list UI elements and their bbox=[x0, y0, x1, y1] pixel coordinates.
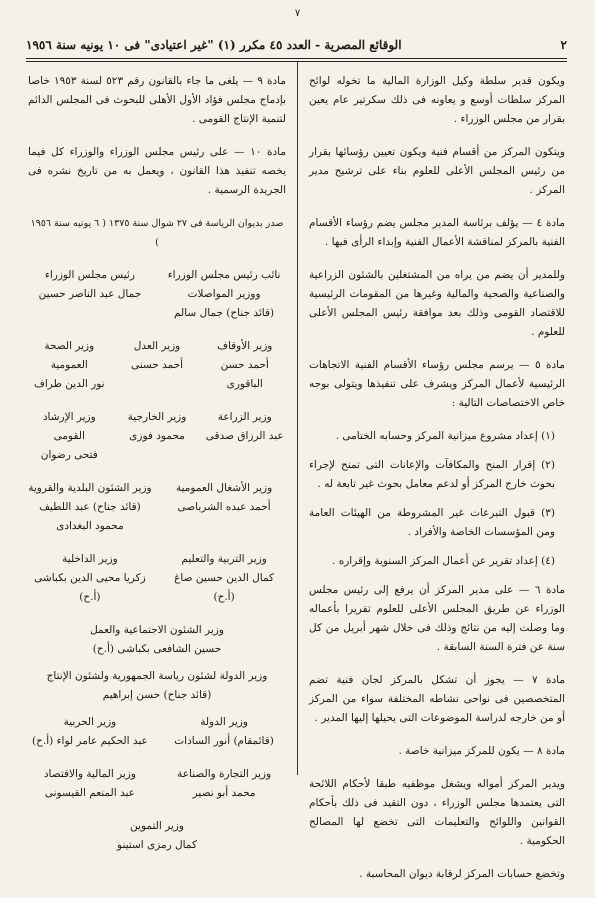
signature-row bbox=[28, 337, 286, 394]
signature-block bbox=[28, 713, 286, 751]
signature bbox=[116, 337, 199, 394]
paragraph: وللمدير أن يضم من يراه من المشتغلين بالشئون الزراعية والصناعية والصحية والمالية وغيرها من المقومات الرئيسية للاقتصاد القومى وذلك بعد موافقة رئيس المجلس الأعلى للعلوم . bbox=[309, 269, 565, 338]
signature-block bbox=[28, 479, 286, 536]
list-item: (٣) قبول التبرعات غير المشروطة من الهيئات العامة ومن المؤسسات الخاصة والأفراد . bbox=[309, 507, 555, 538]
column-divider bbox=[297, 62, 298, 775]
signature bbox=[203, 337, 286, 394]
signature bbox=[28, 337, 111, 394]
signature bbox=[162, 266, 286, 323]
signature-row bbox=[28, 479, 286, 536]
signature-name: كمال الدين حسين صاغ (أ.ح) bbox=[174, 572, 275, 603]
signature-title: وزير الصحة العمومية bbox=[44, 340, 95, 371]
signature-title: وزير الشئون البلدية والقروية bbox=[28, 482, 152, 494]
signature-block bbox=[28, 337, 286, 394]
signature bbox=[28, 408, 111, 465]
signature-title: وزير الزراعة bbox=[217, 411, 272, 423]
signature-name: محمد أبو نصير bbox=[192, 787, 256, 799]
signature-block bbox=[28, 408, 286, 465]
signature-name: كمال رمزى استينو bbox=[117, 839, 197, 851]
signature bbox=[28, 621, 286, 659]
signature-title: وزير الإرشاد القومى bbox=[42, 411, 96, 442]
signature bbox=[162, 550, 286, 607]
paragraph: ويكون قدير سلطة وكيل الوزارة المالية ما تخوله لوائح المركز سلطات أوسع و يعاونه فى ذلك سكرتير عام يعين بقرار من مجلس الوزراء . bbox=[309, 75, 565, 125]
article-4: مادة ٤ — يؤلف برئاسة المدير مجلس يضم رؤساء الأقسام الفنية بالمركز لمناقشة الأعمال الفنية وإبداء الرأى فيها . bbox=[309, 217, 565, 248]
signature bbox=[28, 550, 152, 607]
signature-title: وزير الشئون الاجتماعية والعمل bbox=[90, 624, 224, 636]
signature bbox=[28, 479, 152, 536]
signature bbox=[28, 266, 152, 323]
signature bbox=[28, 765, 152, 803]
article-10: مادة ١٠ — على رئيس مجلس الوزراء والوزراء كل فيما يخصه تنفيذ هذا القانون ، ويعمل به من تاريخ نشره فى الجريدة الرسمية . bbox=[28, 146, 287, 196]
signature-block bbox=[28, 765, 286, 803]
signature-name: جمال عبد الناصر حسين bbox=[38, 288, 142, 300]
top-mark: ٧ bbox=[294, 8, 301, 19]
signature-name: أحمد عبده الشرباصى bbox=[177, 501, 271, 513]
signature-name: (قائد جناح) جمال سالم bbox=[174, 307, 275, 319]
page-header bbox=[26, 34, 567, 56]
signature bbox=[28, 817, 286, 855]
signature bbox=[162, 479, 286, 536]
left-column bbox=[28, 72, 286, 863]
signature bbox=[162, 713, 286, 751]
signature-title: رئيس مجلس الوزراء bbox=[44, 269, 135, 281]
signature-row bbox=[28, 765, 286, 803]
signature-block bbox=[28, 550, 286, 607]
signature-title: وزير المالية والاقتصاد bbox=[43, 768, 136, 780]
signature-name: زكريا محيى الدين بكباشى (أ.ح) bbox=[34, 572, 146, 603]
signature-name: نور الدين طراف bbox=[33, 378, 105, 390]
signature-title: وزير التربية والتعليم bbox=[181, 553, 267, 565]
paragraph: ويتكون المركز من أقسام فنية ويكون تعيين رؤسائها بقرار من رئيس المجلس الأعلى للعلوم بناء على ترشيح مدير المركز . bbox=[309, 146, 565, 196]
list-item: (٤) إعداد تقرير عن أعمال المركز السنوية وإقراره . bbox=[332, 555, 555, 567]
signature-row bbox=[28, 550, 286, 607]
signature-name: (قائمقام) أنور السادات bbox=[174, 735, 274, 747]
paragraph: وتخضع حسابات المركز لرقابة ديوان المحاسبة . bbox=[359, 868, 565, 880]
signature-row bbox=[28, 408, 286, 465]
signature-name: أحمد حسنى bbox=[130, 359, 184, 371]
signature bbox=[28, 713, 152, 751]
list-item: (٢) إقرار المنح والمكافآت والإعانات التى تمنح لإجراء بحوث خارج المركز أو لدعم معامل بحوث غير تابعة له . bbox=[309, 459, 555, 490]
article-5: مادة ٥ — يرسم مجلس رؤساء الأقسام الفنية الاتجاهات الرئيسية لأعمال المركز ويشرف على تنفيذها ويتولى بوجه خاص الاختصاصات التالية : bbox=[309, 359, 565, 409]
header-rule bbox=[26, 58, 567, 59]
signature bbox=[203, 408, 286, 465]
signature bbox=[28, 667, 286, 705]
signature-title: وزير التموين bbox=[130, 820, 184, 832]
signature-title: وزير الأشغال العمومية bbox=[175, 482, 273, 494]
signature-name: عبد الحكيم عامر لواء (أ.ح) bbox=[32, 735, 148, 747]
signature-name: فتحى رضوان bbox=[40, 449, 98, 461]
list-item: (١) إعداد مشروع ميزانية المركز وحسابه الختامى . bbox=[335, 430, 555, 442]
signature-title: وزير التجارة والصناعة bbox=[177, 768, 272, 780]
signature-name: محمود فوزى bbox=[129, 430, 185, 442]
signature-name: (قائد جناح) حسن إبراهيم bbox=[102, 689, 212, 701]
signature bbox=[116, 408, 199, 465]
signature-name: أحمد حسن الباقورى bbox=[220, 359, 269, 390]
signature-title: وزير الدولة bbox=[200, 716, 248, 728]
signature-name: (قائد جناح) عبد اللطيف محمود البغدادى bbox=[39, 501, 141, 532]
signature bbox=[162, 765, 286, 803]
article-8: مادة ٨ — يكون للمركز ميزانية خاصة . bbox=[398, 745, 565, 757]
paragraph: ويدير المركز أمواله ويشغل موظفيه طبقا لأحكام اللائحة التى يعتمدها مجلس الوزراء ، دون التقيد فى ذلك بأحكام القوانين واللوائح والتعليمات التى تخضع لها المصالح الحكومية . bbox=[309, 778, 565, 847]
signature-row bbox=[28, 266, 286, 323]
signature-title: وزير الحربية bbox=[63, 716, 117, 728]
signature-title: وزير الداخلية bbox=[62, 553, 118, 565]
page-number: ٢ bbox=[560, 38, 567, 52]
signature-title: نائب رئيس مجلس الوزراء ووزير المواصلات bbox=[167, 269, 281, 300]
issue-date: صدر بديوان الرياسة فى ٢٧ شوال سنة ١٣٧٥ ( ٦ يونيه سنة ١٩٥٦ ) bbox=[30, 218, 284, 248]
article-9: مادة ٩ — يلغى ما جاء بالقانون رقم ٥٢٣ لسنة ١٩٥٣ خاصا بإدماج مجلس فؤاد الأول الأهلى للبحوث فى المجلس الدائم لتنمية الإنتاج القومى . bbox=[28, 75, 287, 125]
article-6: مادة ٦ — على مدير المركز أن يرفع إلى رئيس مجلس الوزراء عن طريق المجلس الأعلى للعلوم تقريرا بأعماله وما وصلت إليه من نتائج وذلك فى خلال شهر أبريل من كل سنة عن فترة السنة السابقة . bbox=[309, 584, 565, 653]
signature-title: وزير العدل bbox=[133, 340, 181, 352]
signature-row bbox=[28, 713, 286, 751]
signature-name: عبد المنعم القيسونى bbox=[44, 787, 135, 799]
signature-title: وزير الخارجية bbox=[127, 411, 187, 423]
signature-name: حسين الشافعى بكباشى (أ.ح) bbox=[92, 643, 222, 655]
signature-name: عبد الرزاق صدقى bbox=[205, 430, 284, 442]
right-column bbox=[309, 72, 565, 898]
header-title: الوقائع المصرية - العدد ٤٥ مكرر (١) "غير اعتيادى" فى ١٠ يونيه سنة ١٩٥٦ bbox=[26, 38, 402, 52]
article-7: مادة ٧ — يجوز أن تشكل بالمركز لجان فنية تضم المتخصصين فى نواحى نشاطه المختلفة سواء من المركز أو من خارجه لدراسة الموضوعات التى يحيلها إليها المدير . bbox=[309, 674, 565, 724]
signature-title: وزير الأوقاف bbox=[217, 340, 273, 352]
signature-block bbox=[28, 266, 286, 323]
signature-title: وزير الدولة لشئون رياسة الجمهورية ولشئون الإنتاج bbox=[46, 670, 268, 682]
